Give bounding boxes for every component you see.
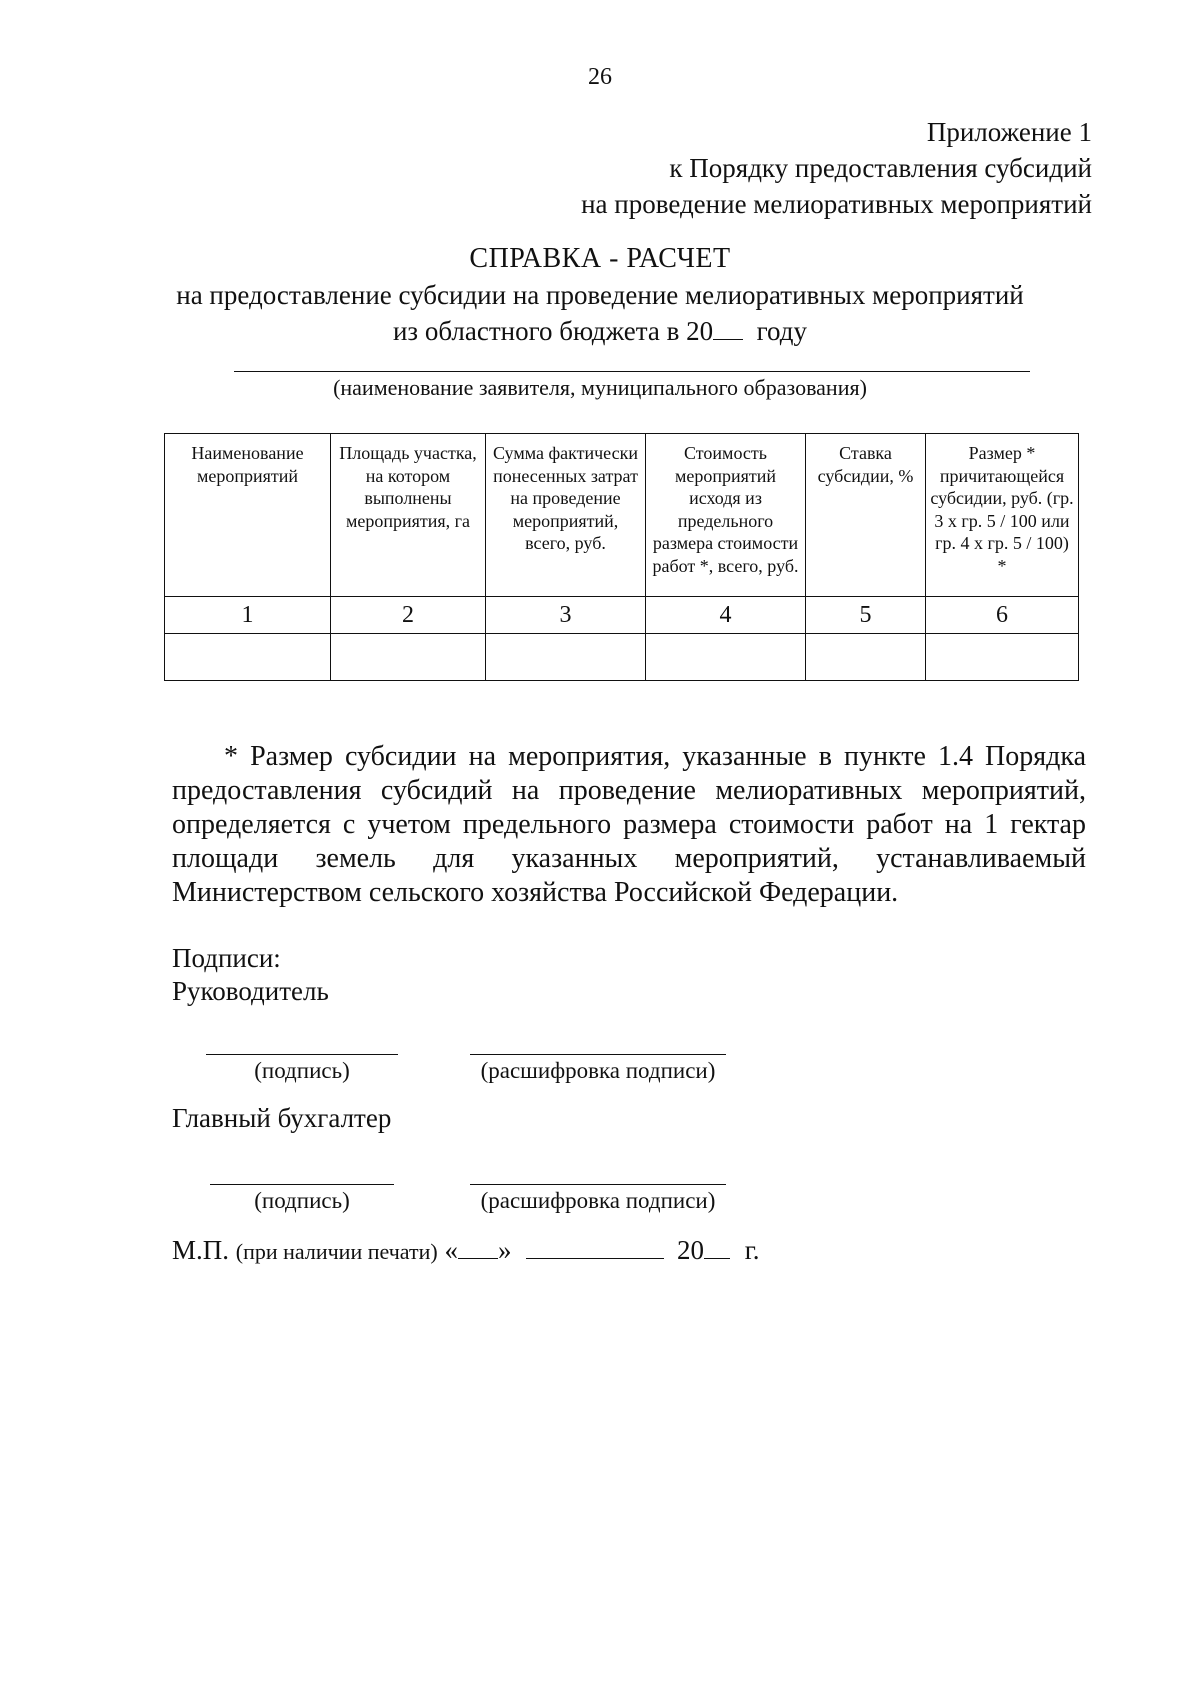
head-label: Руководитель [172,976,329,1006]
appendix-line-2: к Порядку предоставления субсидий [669,153,1092,183]
empty-cell [926,634,1079,681]
empty-cell [331,634,486,681]
column-number: 2 [331,597,486,634]
header-cell: Ставка субсидии, % [806,434,926,597]
title-main: СПРАВКА - РАСЧЕТ [469,243,731,274]
column-number: 6 [926,597,1079,634]
footnote [172,740,1086,910]
empty-cell [646,634,806,681]
table-number-row [165,597,1079,634]
empty-cell [165,634,331,681]
footnote-text: * Размер субсидии на мероприятия, указанные в пункте 1.4 Порядка предоставления субсидий на проведение мелиоративных мероприятий, определяется с учетом предельного размера стоимости работ на 1 гектар площади земель для указанных мероприятий, устанавливаемый Министерством сельского хозяйства Российской Федерации. [172,741,1086,908]
day-blank [458,1236,498,1259]
date-year-blank [704,1236,730,1259]
appendix-header [581,114,1092,222]
header-cell: Размер * причитающейся субсидии, руб. (гр. 3 х гр. 5 / 100 или гр. 4 х гр. 5 / 100) * [926,434,1079,597]
header-cell: Площадь участка, на котором выполнены мероприятия, га [331,434,486,597]
accountant-signature-line [210,1184,394,1185]
date-year-suffix: г. [744,1235,760,1265]
date-year-prefix: 20 [676,1235,704,1265]
header-cell: Стоимость мероприятий исходя из предельного размера стоимости работ *, всего, руб. [646,434,806,597]
head-signature-caption: (подпись) [254,1058,350,1083]
document-title [0,241,1200,349]
table-header-row [165,434,1079,597]
empty-cell [806,634,926,681]
title-line-3 [0,313,1200,349]
header-cell: Сумма фактически понесенных затрат на проведение мероприятий, всего, руб. [486,434,646,597]
column-number: 5 [806,597,926,634]
year-blank [713,317,743,340]
appendix-line-3: на проведение мелиоративных мероприятий [581,189,1092,219]
title-year-suffix: году [756,316,808,346]
column-number: 3 [486,597,646,634]
head-decode-line [470,1054,726,1055]
close-quote: » [497,1235,512,1265]
header-cell: Наименование мероприятий [165,434,331,597]
appendix-line-1: Приложение 1 [926,117,1092,147]
calculation-table [164,433,1079,681]
column-number: 4 [646,597,806,634]
title-year-prefix: из областного бюджета в 20 [392,316,714,346]
applicant-caption: (наименование заявителя, муниципального образования) [333,375,867,400]
column-number: 1 [165,597,331,634]
month-blank [526,1236,664,1259]
accountant-label: Главный бухгалтер [172,1103,392,1133]
applicant-blank-line [234,371,1030,372]
table-empty-row [165,634,1079,681]
signatures-title: Подписи: [172,943,281,973]
page-number: 26 [588,64,612,90]
empty-cell [486,634,646,681]
accountant-signature-caption: (подпись) [254,1188,350,1213]
stamp-note: (при наличии печати) [235,1239,438,1264]
head-decode-caption: (расшифровка подписи) [480,1058,716,1083]
title-line-2: на предоставление субсидии на проведение мелиоративных мероприятий [176,280,1024,310]
stamp-label: М.П. [172,1235,230,1265]
accountant-decode-caption: (расшифровка подписи) [480,1188,716,1213]
accountant-decode-line [470,1184,726,1185]
open-quote: « [444,1235,458,1265]
stamp-date-line [172,1235,759,1266]
head-signature-line [206,1054,398,1055]
